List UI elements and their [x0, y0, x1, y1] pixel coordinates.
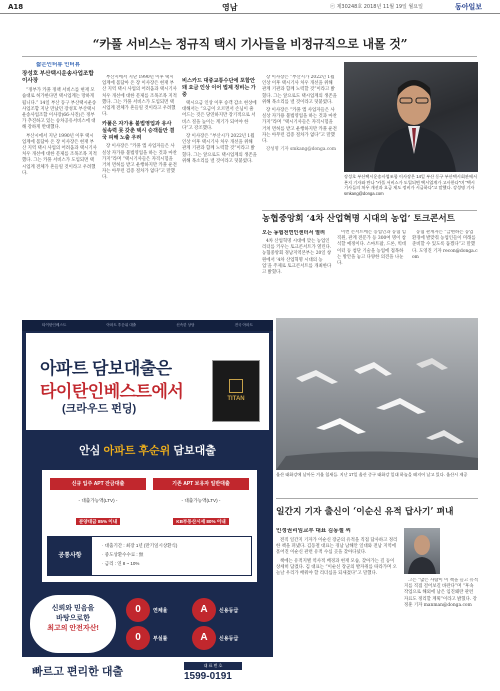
badge-label: 신용등급	[219, 608, 239, 614]
trust-line: 신뢰와 믿음을	[51, 605, 95, 612]
condition-item: · 대출기간 : 최장 1년 (만기일시상환식)	[102, 543, 178, 548]
paragraph: 장 이사장은 “카풀 앱 사업자들은 사실상 자가용 불법영업을 하는 것과 마찬가지”라며 “택시기사들은 자격시험을 거쳐 면허를 받고 운행하지만 카풀 운전자는 아무런 검증 절차가 없다”고 말했다.	[102, 144, 177, 181]
section-rule	[276, 498, 478, 499]
author-photo	[404, 528, 440, 574]
paragraph: 그는 “많은 사람이 이 책을 들고 유적지를 직접 걸어보길 바란다”며 “후속 작업으로 해외에 남은 임진왜란 관련 자료도 정리할 계획”이라고 밝혔다. 강정훈 기자 manman@donga.com	[404, 578, 478, 608]
ad-strip-text: 아파트 후순위 대출	[106, 323, 137, 327]
tel-header: 대 표 번 호	[184, 662, 242, 670]
interview-column-2	[102, 75, 177, 312]
condition-item: · 중도상환수수료 : 無	[102, 552, 144, 557]
ad-loan-table	[42, 470, 257, 582]
conditions-label: 공통사항	[48, 537, 92, 575]
paragraph: 장 이사장은 “카풀 앱 사업자들은 사실상 자가용 불법영업을 하는 것과 마찬가지”라며 “택시기사들은 자격시험을 거쳐 면허를 받고 운행하지만 카풀 운전자는 아무런 검증 절차가 없다”고 말했다.	[262, 108, 337, 145]
ad-strip-text: 전국 아파트	[234, 323, 253, 327]
interview-subhead: 카풀은 자가용 불법영업과 유사 실속력 못 갖춘 택시 승객들만 결국 피해 노출 우려	[102, 121, 175, 142]
paragraph: “정부가 카풀 정책 서비스를 현재 모습대로 허가한다면 택시업계는 망하게 됩니다.” 14일 부산 동구 부산택시운송사업조합 지난 만났던 장성호 부산택시운송사업조합 이사장(66·사진)은 정부가 추진하고 있는 승차공유서비스에 대해 강하게 반대했다.	[22, 88, 97, 131]
paragraph: 장 이사장은 “부산시가 2022년 1월 인상 이후 택시기사 처우 개선을 위해 관계 기관과 함께 노력할 것”이라고 밝혔다. 그는 앞으로도 택시업계의 생존을 위해 목소리를 낼 것이라고 덧붙였다.	[182, 134, 257, 164]
grade-badge: A	[192, 598, 216, 622]
interview-photo	[344, 62, 478, 172]
badge-label: 신용등급	[219, 636, 239, 642]
paragraph: 부산시에서 지난 1990년 이후 택시업계에 몸담아 온 장 이사장은 현재 부산 지역 택시 사업의 어려움과 택시기사 처우 개선에 대한 문제를 조목조목 지적했다. 그는 카풀 서비스가 도입되면 택시업계 전체가 흔들릴 것이라고 우려했다.	[102, 75, 177, 118]
interview-subtitle: 장성호 부산택시운송사업조합 이사장	[22, 71, 94, 85]
forum-column-3	[412, 230, 478, 310]
paragraph: 농협 관계자는 “급변하는 농업 환경에 발맞춰 농업인들이 미래를 준비할 수 있도록 돕겠다”고 말했다. 도영진 기자 recon@donga.com	[412, 230, 478, 260]
zero-badge: 0	[126, 626, 150, 650]
page-header	[0, 0, 500, 14]
badge-label: 연체율	[153, 608, 168, 614]
heritage-column-1	[276, 528, 398, 688]
ad-promo	[22, 442, 273, 458]
paragraph: 전직 일간지 기자가 이순신 장군의 유적을 직접 답사하고 정리한 책을 펴냈다. 김동철 대표는 경남 남해안 일대와 전남 지역에 흩어진 이순신 관련 유적 수십 곳을 찾아다녔다.	[276, 538, 398, 556]
ad-top-strip	[22, 320, 273, 331]
issue-meta: ⓔ 제30248호 2018년 11월 19일 월요일	[330, 4, 423, 10]
heritage-subhead: 인정권리임교부 대표 김동철 씨	[276, 528, 351, 534]
col1-ltv-label: - 대출가능액(LTV) -	[78, 498, 118, 503]
zero-badge: 0	[126, 598, 150, 622]
col1-ltv-wrap	[50, 510, 146, 528]
col2-header: 기존 APT 보유자 일반대출	[153, 478, 249, 490]
forum-subhead: 오는 농협전연인센터서 열려	[262, 230, 326, 236]
paragraph: 부산시에서 지난 1990년 이후 택시업계에 몸담아 온 장 이사장은 현재 부산 지역 택시 사업의 어려움과 택시기사 처우 개선에 대한 문제를 조목조목 지적했다. 그는 카풀 서비스가 도입되면 택시업계 전체가 흔들릴 것이라고 우려했다.	[22, 133, 97, 176]
author-portrait	[404, 528, 440, 574]
byline: 강성명 기자 smkang@donga.com	[266, 147, 337, 153]
paragraph: 이번 콘서트에는 농업인과 농협 임직원, 관계 전문가 등 300여 명이 참석할 예정이다. 스마트팜, 드론, 빅데이터 등 첨단 기술을 농업에 접목하는 방안을 놓고 다양한 의견을 나눈다.	[337, 230, 407, 267]
trust-line: 바탕으로한	[56, 615, 90, 622]
paper-logo: 동아일보	[455, 3, 483, 11]
interview-kicker: 짧은인터뷰 인터뷰	[36, 62, 81, 68]
ad-line-3: (크라우드 펀딩)	[62, 403, 137, 415]
ad-line-1: 아파트 담보대출은	[40, 359, 172, 378]
portrait-illustration	[344, 62, 478, 172]
titan-brand-name: TITAN	[227, 396, 245, 402]
badge-label: 부실률	[153, 636, 168, 642]
col1-header: 신규 입주 APT 잔금대출	[50, 478, 146, 490]
promo-post: 담보대출	[170, 445, 216, 457]
col2-ltv-label: - 대출가능액(LTV) -	[181, 498, 221, 503]
grade-badge: A	[192, 626, 216, 650]
section-rule	[262, 210, 477, 211]
heritage-column-2	[404, 578, 478, 688]
paragraph: 4차 산업혁명 시대에 맞는 농업인 리더를 키우는 토크콘서트가 열린다. 농협중앙회 경남지역본부는 20일 창원에서 ‘4차 산업혁명 시대의 농업’을 주제로 토크콘서트를 개최한다고 밝혔다.	[262, 239, 332, 276]
paragraph: 책에는 유적지별 역사적 배경과 현재 모습, 찾아가는 길 등이 상세히 담겼다. 김 대표는 “이순신 장군의 발자취를 따라가며 오늘날 우리가 배워야 할 리더십을 되새겼다”고 말했다.	[276, 558, 397, 577]
heritage-title: 일간지 기자 출신이 ‘이순신 유적 답사기’ 펴내	[276, 507, 454, 517]
ad-footer	[22, 657, 273, 686]
section-title: 영남	[222, 3, 238, 12]
forum-column-2	[337, 230, 407, 310]
trust-bubble	[30, 595, 116, 653]
trust-line-highlight: 최고의 안전자산!	[47, 625, 99, 632]
paragraph: 택시요금 인상 이후 승객 감소 현상에 대해서는 “요금이 오르면서 손님이 줄어드는 것은 당연하지만 장기적으로 서비스 질을 높이는 계기가 되어야 한다”고 강조했다.	[182, 101, 257, 131]
titan-brand-box	[212, 360, 260, 422]
phone-number: 1599-0191	[184, 671, 232, 682]
birds-photo	[276, 318, 478, 470]
interview-subhead: 비스카드 대중교통수단에 포함안돼 요금 인상 이어 법제 정비는 가중	[182, 78, 256, 98]
col2-ltv-value: KB부동산시세 80% 이내	[173, 518, 228, 525]
loan-advertisement	[22, 320, 273, 686]
common-conditions	[47, 536, 252, 576]
main-headline: “카풀 서비스는 정규직 택시 기사들을 비정규직으로 내몰 것”	[92, 37, 408, 51]
titan-logo-icon	[229, 379, 243, 393]
interview-photo-caption: 장성호 부산택시운송사업조합 이사장은 14일 부산 동구 부산택시회관에서 본지 기자와 만나 “카풀 서비스가 도입되면 택시업계가 고사한다”며 “택시 기사들의 처우 개선과 요금 제도 정비가 시급하다”고 말했다. 강성명 기자 smkang@donga.com	[344, 174, 477, 196]
birds-illustration	[276, 318, 478, 470]
ad-strip-text: 타이탄인베스트	[42, 323, 67, 327]
interview-column-1	[22, 62, 97, 312]
col2-ltv-wrap	[153, 510, 249, 528]
promo-pre: 안심	[79, 445, 104, 457]
headline-rule	[22, 56, 477, 57]
ad-slogan: 빠르고 편리한 대출	[32, 666, 124, 678]
conditions-list	[102, 541, 177, 568]
forum-column-1	[262, 230, 332, 310]
forum-title: 농협중앙회 ‘4차 산업혁명 시대의 농업’ 토크콘서트	[262, 214, 455, 224]
interview-column-3	[182, 75, 257, 312]
col1-ltv-value: 분양대금 85% 이내	[76, 518, 120, 525]
page-number: A18	[8, 3, 24, 11]
paragraph: 장 이사장은 “부산시가 2022년 1월 인상 이후 택시기사 처우 개선을 위해 관계 기관과 함께 노력할 것”이라고 밝혔다. 그는 앞으로도 택시업계의 생존을 위해 목소리를 낼 것이라고 덧붙였다.	[262, 75, 337, 105]
birds-photo-caption: 울산 태화강에 날아든 겨울 철새들. 지난 17일 울산 중구 태화강 일대 하늘을 떼지어 날고 있다. 울산시 제공	[276, 472, 468, 477]
ad-strip-text: 신속한 상담	[176, 323, 195, 327]
promo-highlight: 아파트 후순위	[103, 445, 171, 457]
condition-item: · 금리 : 연 8 ~ 10%	[102, 561, 140, 566]
ad-line-2: 타이탄인베스트에서	[40, 382, 184, 401]
